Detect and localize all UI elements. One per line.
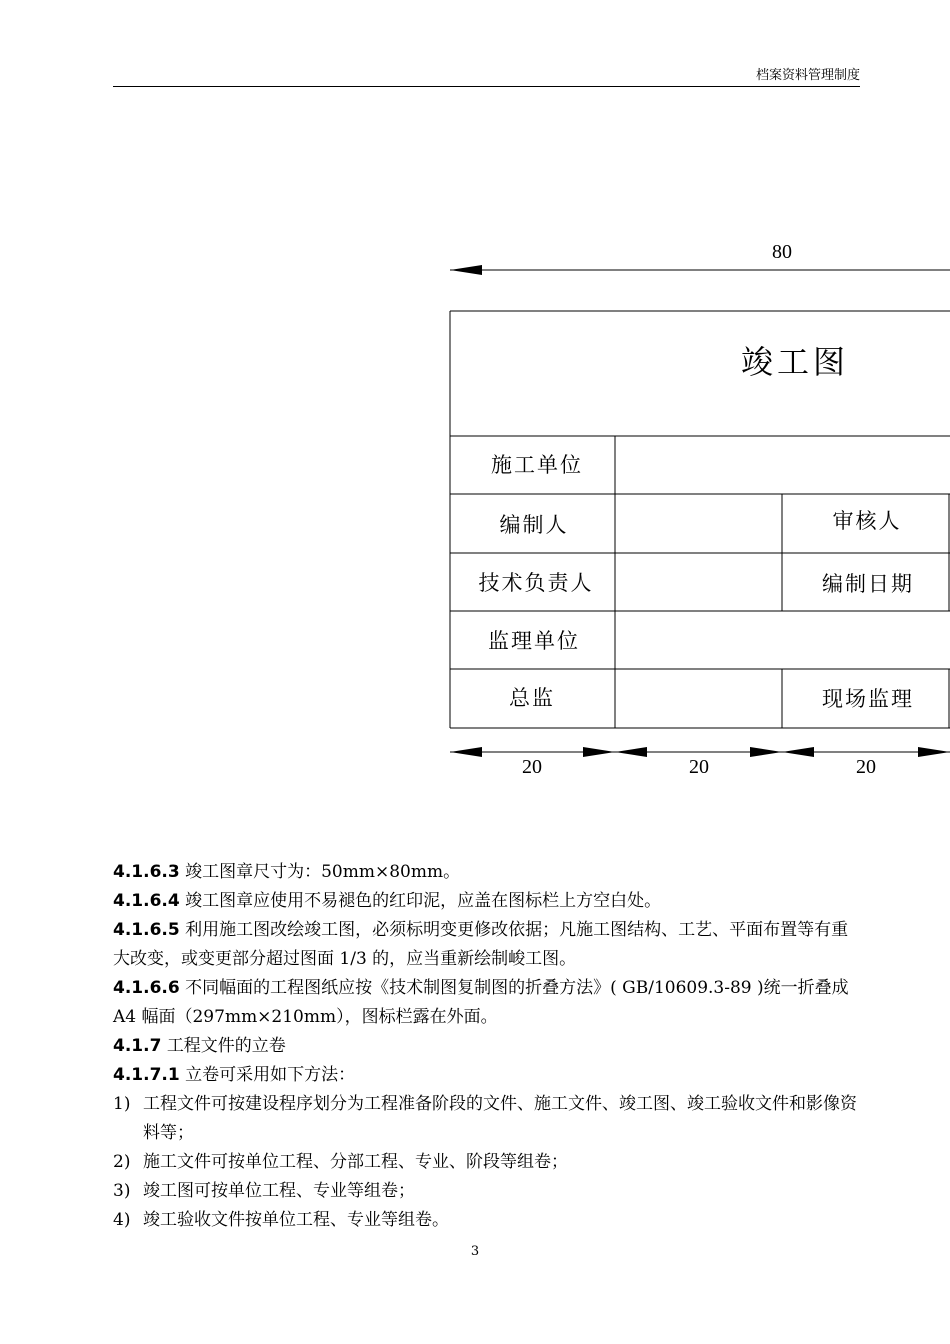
label-compiler: 编制人 bbox=[499, 513, 569, 537]
clause-number: 4.1.6.3 bbox=[113, 862, 180, 882]
page-number: 3 bbox=[470, 1244, 480, 1259]
paragraph bbox=[113, 1032, 861, 1061]
list-item bbox=[113, 1090, 861, 1148]
label-technical-lead: 技术负责人 bbox=[478, 571, 594, 595]
list-text: 工程文件可按建设程序划分为工程准备阶段的文件、施工文件、竣工图、竣工验收文件和影像资料等； bbox=[143, 1094, 857, 1143]
paragraph bbox=[113, 887, 861, 916]
clause-number: 4.1.6.6 bbox=[113, 978, 180, 998]
paragraph bbox=[113, 974, 861, 1032]
clause-text: 利用施工图改绘竣工图，必须标明变更修改依据；凡施工图结构、工艺、平面布置等有重大改变，或变更部分超过图面 1/3 的，应当重新绘制峻工图。 bbox=[113, 920, 849, 969]
paragraph bbox=[113, 916, 861, 974]
list-text: 竣工验收文件按单位工程、专业等组卷。 bbox=[143, 1210, 449, 1230]
clause-text: 竣工图章尺寸为：50mm×80mm。 bbox=[185, 862, 461, 882]
clause-number: 4.1.6.4 bbox=[113, 891, 180, 911]
clause-text: 立卷可采用如下方法： bbox=[185, 1065, 356, 1085]
label-site-supervisor: 现场监理 bbox=[822, 687, 914, 711]
clause-text: 竣工图章应使用不易褪色的红印泥，应盖在图标栏上方空白处。 bbox=[185, 891, 662, 911]
top-dimension bbox=[450, 241, 950, 275]
list-marker: 4) bbox=[113, 1210, 131, 1230]
paragraph bbox=[113, 1061, 861, 1090]
label-construction-unit: 施工单位 bbox=[491, 453, 583, 477]
list-marker: 1) bbox=[113, 1094, 131, 1114]
list-item bbox=[113, 1177, 861, 1206]
stamp-title: 竣工图 bbox=[740, 343, 850, 381]
clause-number: 4.1.6.5 bbox=[113, 920, 180, 940]
top-dimension-label: 80 bbox=[772, 241, 792, 263]
bottom-dimension-label: 20 bbox=[856, 756, 876, 778]
label-chief-supervisor: 总监 bbox=[509, 686, 555, 710]
list-item bbox=[113, 1206, 861, 1235]
clause-text: 不同幅面的工程图纸应按《技术制图复制图的折叠方法》( GB/10609.3-89 )统一折叠成 A4 幅面（297mm×210mm），图标栏露在外面。 bbox=[113, 978, 849, 1027]
body-text bbox=[113, 858, 861, 1235]
list-text: 竣工图可按单位工程、专业等组卷； bbox=[143, 1181, 415, 1201]
clause-number: 4.1.7.1 bbox=[113, 1065, 180, 1085]
bottom-dimension-label: 20 bbox=[522, 756, 542, 778]
list-marker: 3) bbox=[113, 1181, 131, 1201]
list-text: 施工文件可按单位工程、分部工程、专业、阶段等组卷； bbox=[143, 1152, 568, 1172]
label-supervision-unit: 监理单位 bbox=[488, 629, 580, 653]
list-item bbox=[113, 1148, 861, 1177]
label-reviewer: 审核人 bbox=[832, 509, 902, 533]
bottom-dimensions bbox=[450, 747, 950, 778]
bottom-dimension-label: 20 bbox=[689, 756, 709, 778]
label-compile-date: 编制日期 bbox=[822, 572, 914, 596]
clause-text: 工程文件的立卷 bbox=[166, 1036, 286, 1056]
clause-number: 4.1.7 bbox=[113, 1036, 162, 1056]
list-marker: 2) bbox=[113, 1152, 131, 1172]
header-title: 档案资料管理制度 bbox=[755, 68, 860, 83]
paragraph bbox=[113, 858, 861, 887]
